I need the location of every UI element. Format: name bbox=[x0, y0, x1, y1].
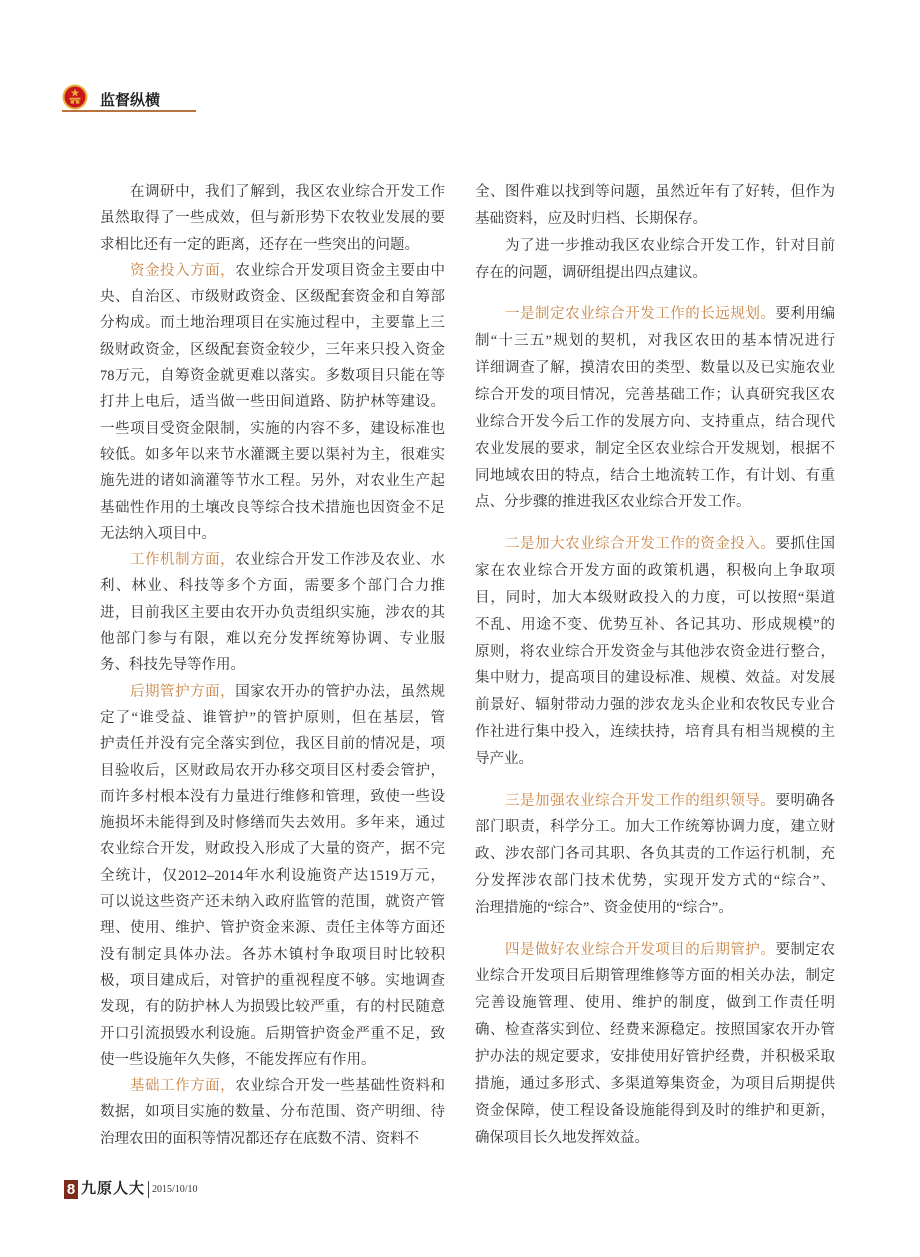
line-text: 部门职责，科学分工。加大工作统筹协调力度，建立财 bbox=[475, 819, 835, 836]
line-text: 详细调查了解，摸清农田的类型、数量以及已实施农业 bbox=[475, 359, 835, 376]
line-text: 无法纳入项目中。 bbox=[100, 525, 216, 542]
line-text: 作社进行集中投入，连续扶持，培育具有相当规模的主 bbox=[475, 724, 835, 741]
paragraph-lead: 四是做好农业综合开发项目的后期管护。 bbox=[505, 941, 776, 958]
text-line bbox=[475, 355, 835, 382]
line-text: 点、分步骤的推进我区农业综合开发工作。 bbox=[475, 494, 751, 511]
text-line bbox=[100, 310, 445, 336]
paragraph-lead: 基础工作方面， bbox=[130, 1078, 236, 1095]
line-text: 要利用编 bbox=[775, 306, 836, 323]
text-line bbox=[475, 463, 835, 490]
line-text: 全、图件难以找到等问题，虽然近年有了好转，但作为 bbox=[475, 184, 835, 200]
line-text: 数据，如项目实施的数量、分布范围、资产明细、待 bbox=[100, 1104, 445, 1121]
publication-name: 九原人大 bbox=[81, 1181, 146, 1197]
text-line bbox=[475, 382, 835, 409]
text-line bbox=[475, 963, 835, 990]
text-line bbox=[100, 994, 445, 1020]
line-text: 原则，将农业综合开发资金与其他涉农资金进行整合， bbox=[475, 643, 835, 660]
text-line bbox=[475, 937, 835, 964]
text-line bbox=[100, 652, 445, 678]
text-line bbox=[100, 600, 445, 626]
paragraph-lead: 三是加强农业综合开发工作的组织领导。 bbox=[505, 792, 776, 809]
line-text: 农业发展的要求，制定全区农业综合开发规划，根据不 bbox=[475, 440, 835, 457]
text-line bbox=[100, 942, 445, 968]
text-line bbox=[100, 626, 445, 652]
text-line bbox=[100, 521, 445, 547]
paragraph bbox=[475, 179, 835, 233]
lead-paragraph bbox=[100, 1073, 445, 1152]
line-text: 护办法的规定要求，安排使用好管护经费，并积极采取 bbox=[475, 1049, 835, 1066]
text-line bbox=[475, 788, 835, 815]
text-line bbox=[100, 679, 445, 705]
text-line bbox=[475, 692, 835, 719]
lead-paragraph bbox=[475, 788, 835, 923]
line-text: 不乱、用途不变、优势互补、各记其功、形成规模”的 bbox=[475, 616, 835, 633]
line-text: 前景好、辐射带动力强的涉农龙头企业和农牧民专业合 bbox=[475, 697, 835, 714]
line-text: 存在的问题，调研组提出四点建议。 bbox=[475, 264, 707, 281]
line-text: 农业综合开发一些基础性资料和 bbox=[235, 1078, 446, 1095]
line-text: 家在农业综合开发方面的政策机遇，积极向上争取项 bbox=[475, 562, 835, 579]
text-line bbox=[100, 573, 445, 599]
line-text: 没有制定具体办法。各苏木镇村争取项目时比较积 bbox=[100, 946, 445, 963]
paragraph bbox=[100, 179, 445, 258]
line-text: 农业综合开发，财政投入形成了大量的资产，据不完 bbox=[100, 841, 445, 858]
line-text: 分发挥涉农部门技术优势，实现开发方式的“综合”、 bbox=[475, 873, 835, 890]
text-line bbox=[100, 1073, 445, 1099]
line-text: 农业综合开发项目资金主要由中 bbox=[235, 262, 446, 279]
text-line bbox=[475, 746, 835, 773]
footer-separator bbox=[148, 1181, 149, 1198]
national-emblem-icon bbox=[62, 84, 88, 110]
line-text: 综合开发的项目情况，完善基础工作；认真研究我区农 bbox=[475, 386, 835, 403]
paragraph-lead: 后期管护方面， bbox=[130, 683, 236, 700]
text-line bbox=[100, 495, 445, 521]
line-text: 为了进一步推动我区农业综合开发工作，针对目前 bbox=[505, 237, 835, 254]
line-text: 而许多村根本没有力量进行维修和管理，致使一些设 bbox=[100, 788, 445, 805]
line-text: 导产业。 bbox=[475, 751, 533, 768]
line-text: 确保项目长久地发挥效益。 bbox=[475, 1129, 649, 1146]
text-line bbox=[475, 233, 835, 260]
text-line bbox=[475, 328, 835, 355]
line-text: 开口引流损毁水利设施。后期管护资金严重不足，致 bbox=[100, 1025, 445, 1042]
text-line bbox=[475, 301, 835, 328]
lead-paragraph bbox=[100, 258, 445, 547]
text-line bbox=[475, 1098, 835, 1125]
text-line bbox=[100, 784, 445, 810]
text-line bbox=[100, 968, 445, 994]
line-text: 要抓住国 bbox=[775, 535, 836, 552]
line-text: 农业综合开发工作涉及农业、水 bbox=[235, 552, 446, 569]
issue-date: 2015/10/10 bbox=[152, 1184, 198, 1195]
text-line bbox=[475, 1017, 835, 1044]
text-line bbox=[475, 1125, 835, 1152]
line-text: 极，项目建成后，对管护的重视程度不够。实地调查 bbox=[100, 972, 445, 989]
text-line bbox=[100, 705, 445, 731]
page-number: 8 bbox=[64, 1180, 78, 1199]
line-text: 使一些设施年久失修，不能发挥应有作用。 bbox=[100, 1051, 376, 1068]
line-text: 央、自治区、市级财政资金、区级配套资金和自筹部 bbox=[100, 289, 445, 306]
text-line bbox=[100, 836, 445, 862]
line-text: 业综合开发项目后期管理维修等方面的相关办法，制定 bbox=[475, 968, 835, 985]
text-line bbox=[475, 206, 835, 233]
line-text: 资金保障，使工程设备设施能得到及时的维护和更新， bbox=[475, 1103, 835, 1119]
line-text: 全统计，仅2012–2014年水利设施资产达1519万元， bbox=[100, 867, 445, 884]
text-line bbox=[475, 531, 835, 558]
text-line bbox=[100, 731, 445, 757]
text-line bbox=[475, 990, 835, 1017]
text-line bbox=[475, 409, 835, 436]
text-line bbox=[100, 547, 445, 573]
text-line bbox=[475, 665, 835, 692]
paragraph-lead: 工作机制方面， bbox=[130, 552, 236, 569]
line-text: 打井上电后，适当做一些田间道路、防护林等建设。 bbox=[100, 394, 445, 411]
paragraph-lead: 二是加大农业综合开发工作的资金投入。 bbox=[505, 535, 776, 552]
line-text: 完善设施管理、使用、维护的制度，做到工作责任明 bbox=[475, 995, 835, 1012]
line-text: 理、使用、维护、管护资金来源、责任主体等方面还 bbox=[100, 920, 445, 937]
line-text: 分构成。而土地治理项目在实施过程中，主要靠上三 bbox=[100, 315, 445, 332]
line-text: 要制定农 bbox=[775, 941, 836, 958]
text-line bbox=[475, 260, 835, 287]
text-line bbox=[100, 337, 445, 363]
text-line bbox=[475, 814, 835, 841]
text-line bbox=[100, 179, 445, 205]
lead-paragraph bbox=[100, 547, 445, 678]
line-text: 78万元，自筹资金就更难以落实。多数项目只能在等 bbox=[100, 368, 445, 385]
line-text: 措施，通过多形式、多渠道筹集资金，为项目后期提供 bbox=[475, 1076, 835, 1093]
line-text: 施先进的诸如滴灌等节水工程。另外，对农业生产起 bbox=[100, 473, 445, 490]
paragraph-lead: 资金投入方面， bbox=[130, 262, 236, 279]
text-line bbox=[475, 719, 835, 746]
line-text: 较低。如多年以来节水灌溉主要以渠衬为主，很难实 bbox=[100, 446, 445, 463]
line-text: 级财政资金，区级配套资金较少，三年来只投入资金 bbox=[100, 341, 445, 358]
text-line bbox=[100, 863, 445, 889]
text-line bbox=[100, 389, 445, 415]
paragraph-lead: 一是制定农业综合开发工作的长远规划。 bbox=[505, 306, 776, 323]
lead-paragraph bbox=[475, 531, 835, 773]
text-line bbox=[100, 810, 445, 836]
line-text: 基础资料，应及时归档、长期保存。 bbox=[475, 210, 707, 227]
text-line bbox=[475, 868, 835, 895]
text-line bbox=[475, 1071, 835, 1098]
line-text: 他部门参与有限，难以充分发挥统筹协调、专业服 bbox=[100, 631, 445, 648]
text-line bbox=[475, 612, 835, 639]
text-line bbox=[100, 205, 445, 231]
line-text: 制“十三五”规划的契机，对我区农田的基本情况进行 bbox=[475, 333, 835, 350]
line-text: 利、林业、科技等多个方面，需要多个部门合力推 bbox=[100, 578, 445, 595]
line-text: 进，目前我区主要由农开办负责组织实施，涉农的其 bbox=[100, 604, 445, 621]
line-text: 政、涉农部门各司其职、各负其责的工作运行机制，充 bbox=[475, 846, 835, 863]
text-line bbox=[100, 1099, 445, 1125]
text-line bbox=[100, 232, 445, 258]
text-line bbox=[475, 841, 835, 868]
line-text: 务、科技先导等作用。 bbox=[100, 657, 245, 674]
text-line bbox=[475, 179, 835, 206]
text-line bbox=[475, 489, 835, 516]
line-text: 确、检查落实到位、经费来源稳定。按照国家农开办管 bbox=[475, 1022, 835, 1039]
line-text: 要明确各 bbox=[775, 792, 836, 809]
text-line bbox=[100, 915, 445, 941]
line-text: 虽然取得了一些成效，但与新形势下农牧业发展的要 bbox=[100, 210, 445, 227]
text-line bbox=[475, 558, 835, 585]
text-line bbox=[475, 1044, 835, 1071]
line-text: 护责任并没有完全落实到位，我区目前的情况是，项 bbox=[100, 736, 445, 753]
line-text: 同地域农田的特点，结合土地流转工作，有计划、有重 bbox=[475, 467, 835, 484]
header-rule bbox=[62, 110, 196, 112]
text-line bbox=[100, 758, 445, 784]
text-line bbox=[475, 639, 835, 666]
line-text: 集中财力，提高项目的建设标准、规模、效益。对发展 bbox=[475, 670, 835, 687]
lead-paragraph bbox=[100, 679, 445, 1073]
line-text: 治理农田的面积等情况都还存在底数不清、资料不 bbox=[100, 1130, 419, 1147]
line-text: 施损坏未能得到及时修缮而失去效用。多年来，通过 bbox=[100, 815, 445, 832]
line-text: 目验收后，区财政局农开办移交项目区村委会管护， bbox=[100, 762, 445, 779]
text-line bbox=[100, 1047, 445, 1073]
text-line bbox=[100, 416, 445, 442]
left-column bbox=[100, 179, 445, 1152]
line-text: 求相比还有一定的距离，还存在一些突出的问题。 bbox=[100, 236, 419, 253]
lead-paragraph bbox=[475, 937, 835, 1152]
line-text: 治理措施的“综合”、资金使用的“综合”。 bbox=[475, 900, 733, 917]
line-text: 发现，有的防护林人为损毁比较严重，有的村民随意 bbox=[100, 999, 445, 1016]
lead-paragraph bbox=[475, 301, 835, 516]
text-line bbox=[100, 1021, 445, 1047]
text-line bbox=[100, 363, 445, 389]
text-line bbox=[100, 442, 445, 468]
text-line bbox=[475, 585, 835, 612]
line-text: 基础性作用的土壤改良等综合技术措施也因资金不足 bbox=[100, 499, 445, 516]
line-text: 定了“谁受益、谁管护”的管护原则，但在基层，管 bbox=[100, 709, 445, 726]
line-text: 一些项目受资金限制，实施的内容不多，建设标准也 bbox=[100, 420, 445, 437]
line-text: 可以说这些资产还未纳入政府监管的范围，就资产管 bbox=[100, 894, 445, 911]
line-text: 国家农开办的管护办法，虽然规 bbox=[235, 683, 446, 700]
text-line bbox=[100, 1126, 445, 1152]
right-column bbox=[475, 179, 835, 1152]
text-line bbox=[100, 889, 445, 915]
text-line bbox=[100, 258, 445, 284]
text-line bbox=[100, 284, 445, 310]
text-line bbox=[475, 895, 835, 922]
text-line bbox=[100, 468, 445, 494]
paragraph bbox=[475, 233, 835, 287]
line-text: 目，同时，加大本级财政投入的力度，可以按照“渠道 bbox=[475, 589, 835, 606]
section-title: 监督纵横 bbox=[100, 91, 161, 109]
line-text: 业综合开发今后工作的发展方向、支持重点，结合现代 bbox=[475, 413, 835, 430]
text-line bbox=[475, 436, 835, 463]
line-text: 在调研中，我们了解到，我区农业综合开发工作 bbox=[130, 184, 445, 200]
